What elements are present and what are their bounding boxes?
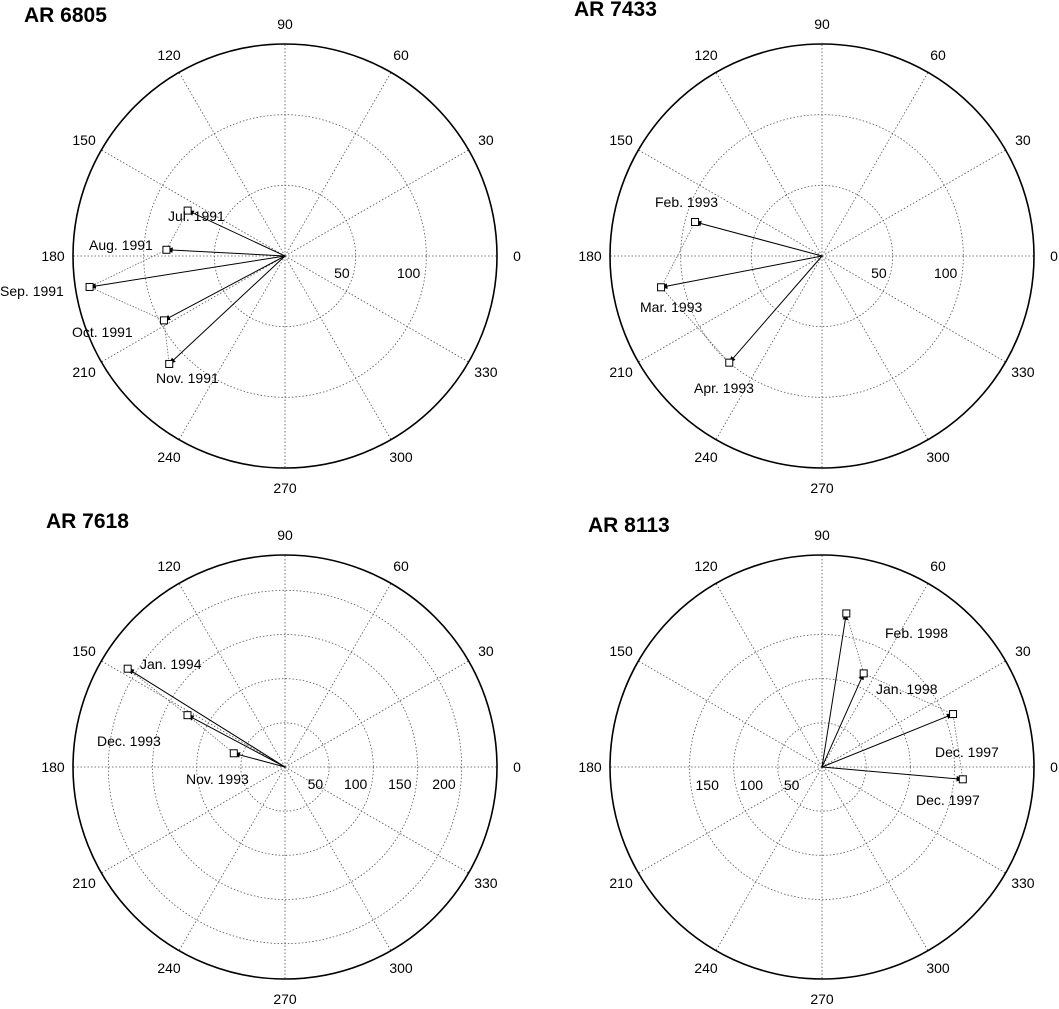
- angle-grid-spoke: [285, 256, 469, 362]
- angle-tick-label: 0: [513, 759, 521, 775]
- angle-tick-label: 30: [478, 132, 494, 148]
- radial-tick-label: 100: [343, 776, 368, 792]
- vector-arrow: [188, 715, 285, 767]
- point-label: Jan. 1994: [140, 656, 202, 672]
- panel-title: AR 8113: [588, 514, 670, 537]
- angle-tick-label: 30: [1015, 643, 1031, 659]
- point-label: Aug. 1991: [89, 237, 153, 253]
- angle-tick-label: 120: [157, 47, 181, 64]
- angle-tick-label: 30: [1015, 132, 1031, 148]
- angle-grid-spoke: [822, 150, 1006, 256]
- point-label: Dec. 1993: [97, 733, 161, 749]
- angle-tick-label: 120: [694, 47, 718, 64]
- angle-grid-spoke: [179, 583, 285, 767]
- angle-tick-label: 240: [157, 448, 181, 465]
- angle-tick-label: 90: [814, 527, 830, 543]
- angle-tick-label: 0: [1050, 248, 1058, 264]
- angle-tick-label: 120: [157, 558, 181, 575]
- point-label: Sep. 1991: [0, 283, 64, 299]
- angle-grid-spoke: [285, 767, 391, 951]
- angle-tick-label: 0: [1050, 759, 1058, 775]
- polar-panel-3: [41, 510, 521, 1007]
- angle-tick-label: 270: [273, 480, 297, 496]
- angle-grid-spoke: [101, 661, 285, 767]
- radial-tick-label: 100: [396, 265, 421, 281]
- polar-panel-1: [0, 4, 521, 496]
- data-point-marker: [959, 776, 966, 783]
- vector-arrow: [695, 222, 822, 256]
- angle-tick-label: 180: [578, 248, 602, 264]
- trajectory-line: [661, 222, 729, 363]
- vector-arrow: [729, 256, 822, 363]
- data-point-marker: [950, 711, 957, 718]
- point-label: Oct. 1991: [72, 324, 133, 340]
- data-point-marker: [124, 665, 131, 672]
- radial-tick-label: 50: [307, 776, 324, 792]
- data-point-marker: [163, 246, 170, 253]
- data-point-marker: [658, 284, 665, 291]
- panel-title: AR 7433: [574, 0, 657, 21]
- angle-tick-label: 330: [1011, 364, 1035, 380]
- angle-tick-label: 60: [393, 47, 409, 64]
- angle-tick-label: 30: [478, 643, 494, 659]
- angle-tick-label: 300: [389, 448, 413, 465]
- point-label: Dec. 1997: [916, 792, 980, 808]
- data-point-marker: [843, 610, 850, 617]
- angle-tick-label: 60: [393, 558, 409, 575]
- point-label: Jan. 1998: [876, 681, 938, 697]
- angle-tick-label: 210: [609, 875, 633, 891]
- point-label: Feb. 1993: [655, 194, 719, 210]
- radial-tick-label: 100: [739, 777, 764, 793]
- panel-title: AR 6805: [24, 4, 107, 27]
- angle-tick-label: 150: [72, 132, 96, 148]
- angle-grid-spoke: [285, 256, 391, 440]
- angle-grid-spoke: [179, 767, 285, 951]
- point-label: Mar. 1993: [640, 299, 703, 315]
- angle-tick-label: 180: [41, 248, 65, 264]
- vector-arrow: [661, 256, 822, 287]
- data-point-marker: [692, 218, 699, 225]
- vector-arrow: [822, 767, 963, 779]
- angle-tick-label: 330: [474, 875, 498, 891]
- angle-tick-label: 210: [72, 364, 96, 380]
- polar-panel-4: [578, 514, 1058, 1007]
- data-point-marker: [86, 283, 93, 290]
- point-label: Nov. 1993: [186, 771, 249, 787]
- radial-tick-label: 200: [432, 776, 456, 792]
- data-point-marker: [726, 359, 733, 366]
- angle-tick-label: 300: [926, 448, 950, 465]
- angle-grid-spoke: [822, 767, 928, 951]
- angle-tick-label: 240: [694, 959, 718, 976]
- angle-grid-spoke: [285, 150, 469, 256]
- data-point-marker: [160, 317, 167, 324]
- radial-tick-label: 50: [871, 265, 887, 281]
- data-point-marker: [230, 750, 237, 757]
- angle-tick-label: 210: [72, 875, 96, 891]
- angle-tick-label: 330: [1011, 875, 1035, 891]
- angle-tick-label: 90: [814, 16, 830, 32]
- radial-tick-label: 150: [388, 776, 412, 792]
- radial-tick-label: 100: [933, 265, 958, 281]
- angle-grid-spoke: [716, 72, 822, 256]
- angle-grid-spoke: [822, 767, 1006, 873]
- angle-tick-label: 90: [277, 16, 293, 32]
- radial-tick-label: 50: [783, 777, 800, 793]
- angle-tick-label: 330: [474, 364, 498, 380]
- vector-arrow: [822, 613, 846, 767]
- data-point-marker: [860, 670, 867, 677]
- angle-tick-label: 180: [41, 759, 65, 775]
- vector-arrow: [234, 753, 285, 767]
- angle-grid-spoke: [822, 72, 928, 256]
- angle-tick-label: 60: [930, 558, 946, 575]
- angle-tick-label: 300: [926, 959, 950, 976]
- angle-tick-label: 240: [157, 959, 181, 976]
- angle-tick-label: 150: [609, 132, 633, 148]
- angle-tick-label: 270: [810, 991, 834, 1007]
- angle-tick-label: 0: [513, 248, 521, 264]
- point-label: Nov. 1991: [156, 370, 219, 386]
- angle-grid-spoke: [822, 256, 928, 440]
- angle-grid-spoke: [285, 661, 469, 767]
- angle-tick-label: 210: [609, 364, 633, 380]
- angle-tick-label: 270: [810, 480, 834, 496]
- vector-arrow: [128, 669, 285, 767]
- panel-title: AR 7618: [46, 510, 129, 533]
- angle-tick-label: 300: [389, 959, 413, 976]
- vector-arrow: [169, 256, 285, 364]
- angle-tick-label: 60: [930, 47, 946, 64]
- radial-tick-label: 150: [695, 777, 719, 793]
- polar-panel-2: [574, 0, 1058, 496]
- data-point-marker: [166, 360, 173, 367]
- angle-grid-spoke: [179, 256, 285, 440]
- point-label: Dec. 1997: [935, 744, 999, 760]
- angle-grid-spoke: [285, 72, 391, 256]
- vector-arrow: [166, 250, 285, 256]
- trajectory-line: [90, 211, 188, 364]
- angle-tick-label: 150: [72, 643, 96, 659]
- angle-grid-spoke: [822, 256, 1006, 362]
- angle-grid-spoke: [716, 767, 822, 951]
- angle-grid-spoke: [716, 256, 822, 440]
- angle-grid-spoke: [716, 583, 822, 767]
- angle-tick-label: 120: [694, 558, 718, 575]
- angle-grid-spoke: [101, 256, 285, 362]
- angle-tick-label: 270: [273, 991, 297, 1007]
- angle-tick-label: 180: [578, 759, 602, 775]
- angle-grid-spoke: [285, 583, 391, 767]
- radial-tick-label: 50: [334, 265, 350, 281]
- point-label: Jul. 1991: [168, 208, 225, 224]
- point-label: Feb. 1998: [885, 625, 949, 641]
- point-label: Apr. 1993: [694, 380, 754, 396]
- angle-tick-label: 240: [694, 448, 718, 465]
- data-point-marker: [184, 712, 191, 719]
- angle-tick-label: 90: [277, 527, 293, 543]
- angle-grid-spoke: [822, 583, 928, 767]
- angle-grid-spoke: [179, 72, 285, 256]
- angle-tick-label: 150: [609, 643, 633, 659]
- angle-grid-spoke: [638, 661, 822, 767]
